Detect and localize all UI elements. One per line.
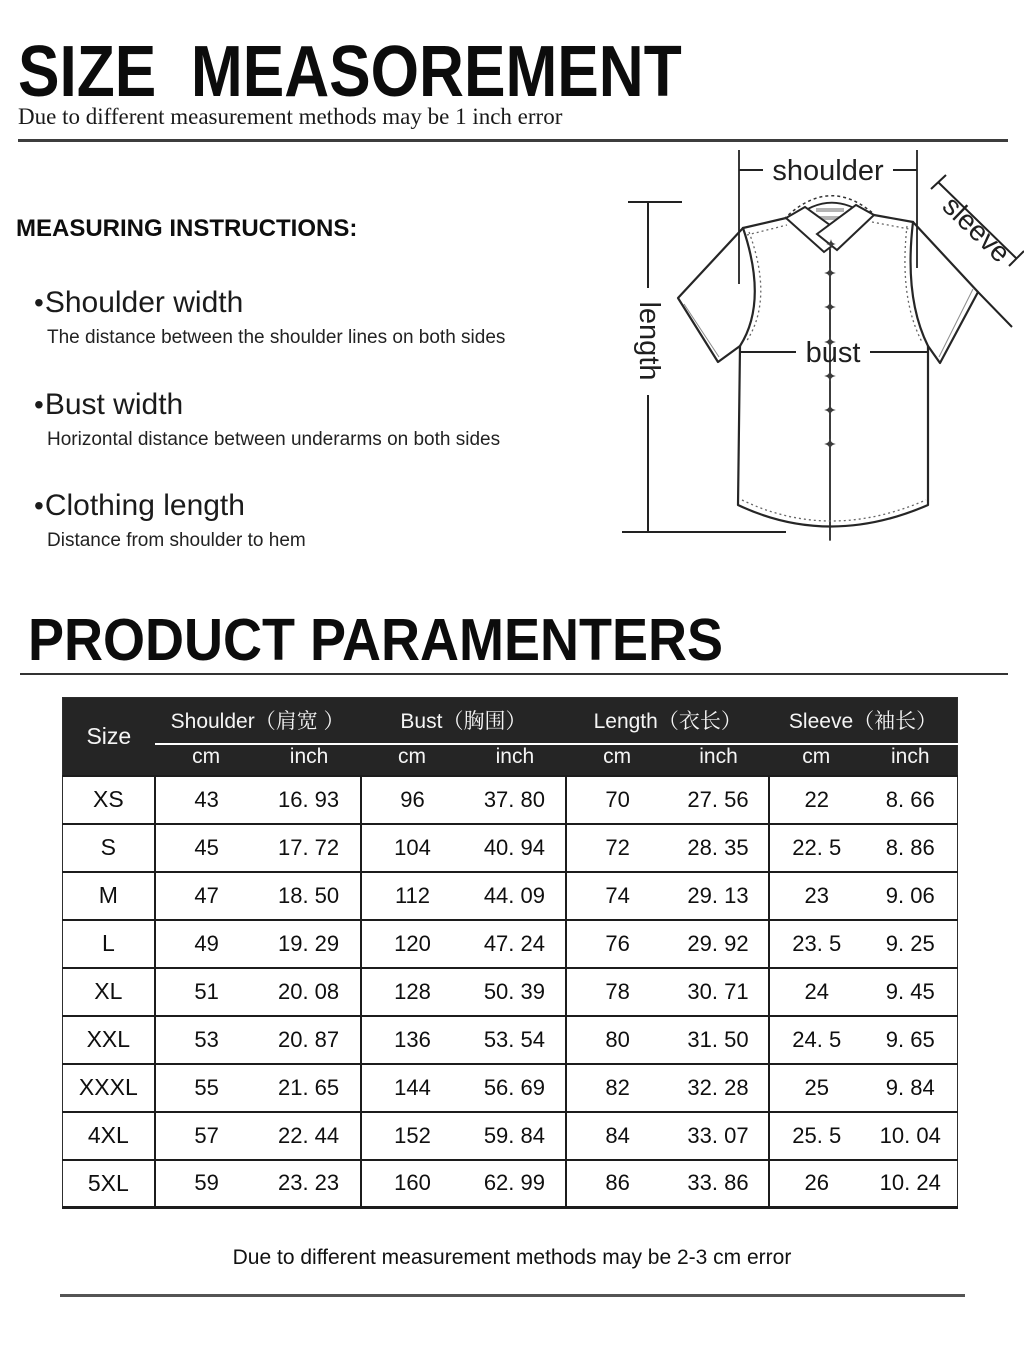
size-label: M: [63, 872, 155, 920]
size-label: 5XL: [63, 1160, 155, 1208]
cell-value: 56. 69: [463, 1064, 566, 1112]
shirt-measurement-diagram: [600, 140, 1024, 585]
bullet-icon: •: [34, 287, 44, 318]
cell-value: 104: [361, 824, 464, 872]
table-row: [63, 968, 958, 1016]
cell-value: 144: [361, 1064, 464, 1112]
table-row: [63, 872, 958, 920]
table-unit-header-row: [63, 744, 958, 776]
divider-line-middle: [20, 673, 1008, 675]
instruction-term: [34, 388, 594, 422]
unit-header-inch: inch: [668, 744, 769, 776]
cell-value: 40. 94: [463, 824, 566, 872]
shoulder-label: shoulder: [772, 155, 884, 187]
cell-value: 21. 65: [258, 1064, 361, 1112]
cell-value: 27. 56: [668, 776, 769, 824]
cell-value: 18. 50: [258, 872, 361, 920]
sleeve-label: sleeve: [936, 189, 1017, 269]
page-title: SIZE MEASOREMENT: [18, 31, 682, 112]
instruction-term: [34, 286, 594, 320]
table-row: [63, 1112, 958, 1160]
table-row: [63, 824, 958, 872]
cell-value: 25: [769, 1064, 863, 1112]
unit-header-inch: inch: [463, 744, 566, 776]
cell-value: 70: [566, 776, 668, 824]
cell-value: 8. 86: [863, 824, 957, 872]
shirt-seam-stitches: [684, 222, 973, 521]
size-table-header: [63, 698, 958, 776]
unit-header-cm: cm: [361, 744, 464, 776]
cell-value: 62. 99: [463, 1160, 566, 1208]
cell-value: 29. 92: [668, 920, 769, 968]
cell-value: 59: [155, 1160, 258, 1208]
cell-value: 20. 08: [258, 968, 361, 1016]
size-label: 4XL: [63, 1112, 155, 1160]
cell-value: 24. 5: [769, 1016, 863, 1064]
instruction-term-label: Bust width: [44, 388, 184, 421]
cell-value: 9. 84: [863, 1064, 957, 1112]
cell-value: 49: [155, 920, 258, 968]
cell-value: 26: [769, 1160, 863, 1208]
cell-value: 57: [155, 1112, 258, 1160]
cell-value: 23. 5: [769, 920, 863, 968]
cell-value: 31. 50: [668, 1016, 769, 1064]
instruction-description: The distance between the shoulder lines on both sides: [47, 327, 506, 348]
instruction-item-length: [34, 489, 594, 552]
cell-value: 43: [155, 776, 258, 824]
cell-value: 47. 24: [463, 920, 566, 968]
unit-header-cm: cm: [155, 744, 258, 776]
size-label: L: [63, 920, 155, 968]
shoulder-column-header: Shoulder（肩宽 ）: [155, 698, 361, 744]
cell-value: 9. 06: [863, 872, 957, 920]
unit-header-inch: inch: [863, 744, 957, 776]
instruction-item-bust: [34, 388, 594, 451]
cell-value: 44. 09: [463, 872, 566, 920]
cell-value: 16. 93: [258, 776, 361, 824]
cell-value: 24: [769, 968, 863, 1016]
unit-header-inch: inch: [258, 744, 361, 776]
bullet-icon: •: [34, 490, 44, 521]
instruction-item-shoulder: [34, 286, 594, 349]
cell-value: 76: [566, 920, 668, 968]
table-row: [63, 1160, 958, 1208]
unit-header-cm: cm: [769, 744, 863, 776]
instruction-term-label: Clothing length: [44, 489, 245, 522]
size-label: S: [63, 824, 155, 872]
instruction-term: [34, 489, 594, 523]
cell-value: 55: [155, 1064, 258, 1112]
cell-value: 9. 25: [863, 920, 957, 968]
shirt-outline-icon: [678, 203, 978, 540]
size-column-header: Size: [63, 698, 155, 776]
cell-value: 136: [361, 1016, 464, 1064]
cell-value: 10. 04: [863, 1112, 957, 1160]
cell-value: 20. 87: [258, 1016, 361, 1064]
cell-value: 53: [155, 1016, 258, 1064]
length-label: length: [633, 301, 665, 381]
cell-value: 30. 71: [668, 968, 769, 1016]
cell-value: 50. 39: [463, 968, 566, 1016]
instruction-description: Distance from shoulder to hem: [47, 530, 306, 551]
cell-value: 112: [361, 872, 464, 920]
cell-value: 33. 86: [668, 1160, 769, 1208]
cell-value: 25. 5: [769, 1112, 863, 1160]
cell-value: 45: [155, 824, 258, 872]
cell-value: 128: [361, 968, 464, 1016]
size-label: XS: [63, 776, 155, 824]
cell-value: 78: [566, 968, 668, 1016]
cell-value: 80: [566, 1016, 668, 1064]
cell-value: 17. 72: [258, 824, 361, 872]
cell-value: 120: [361, 920, 464, 968]
cell-value: 53. 54: [463, 1016, 566, 1064]
cell-value: 96: [361, 776, 464, 824]
size-table: [62, 697, 958, 1209]
unit-header-cm: cm: [566, 744, 668, 776]
instructions-heading: MEASURING INSTRUCTIONS:: [16, 215, 358, 242]
cell-value: 74: [566, 872, 668, 920]
cell-value: 29. 13: [668, 872, 769, 920]
instruction-description: Horizontal distance between underarms on both sides: [47, 429, 501, 450]
table-group-header-row: [63, 698, 958, 744]
cell-value: 28. 35: [668, 824, 769, 872]
sleeve-column-header: Sleeve（袖长）: [769, 698, 957, 744]
bust-column-header: Bust（胸围）: [361, 698, 567, 744]
length-column-header: Length（衣长）: [566, 698, 769, 744]
cell-value: 22. 5: [769, 824, 863, 872]
divider-line-bottom: [60, 1294, 965, 1297]
cell-value: 9. 65: [863, 1016, 957, 1064]
cell-value: 59. 84: [463, 1112, 566, 1160]
section-title: PRODUCT PARAMENTERS: [28, 607, 724, 674]
table-row: [63, 776, 958, 824]
size-label: XXL: [63, 1016, 155, 1064]
cell-value: 8. 66: [863, 776, 957, 824]
cell-value: 9. 45: [863, 968, 957, 1016]
cell-value: 82: [566, 1064, 668, 1112]
cell-value: 86: [566, 1160, 668, 1208]
cell-value: 32. 28: [668, 1064, 769, 1112]
cell-value: 19. 29: [258, 920, 361, 968]
table-footnote: Due to different measurement methods may be 2-3 cm error: [232, 1246, 792, 1269]
instruction-term-label: Shoulder width: [44, 286, 244, 319]
cell-value: 23. 23: [258, 1160, 361, 1208]
cell-value: 33. 07: [668, 1112, 769, 1160]
cell-value: 84: [566, 1112, 668, 1160]
cell-value: 51: [155, 968, 258, 1016]
cell-value: 152: [361, 1112, 464, 1160]
table-row: [63, 1016, 958, 1064]
cell-value: 160: [361, 1160, 464, 1208]
size-table-body: [63, 776, 958, 1208]
bullet-icon: •: [34, 389, 44, 420]
cell-value: 10. 24: [863, 1160, 957, 1208]
size-label: XXXL: [63, 1064, 155, 1112]
size-label: XL: [63, 968, 155, 1016]
cell-value: 37. 80: [463, 776, 566, 824]
table-row: [63, 920, 958, 968]
bust-label: bust: [805, 337, 861, 369]
table-row: [63, 1064, 958, 1112]
cell-value: 23: [769, 872, 863, 920]
cell-value: 22: [769, 776, 863, 824]
cell-value: 22. 44: [258, 1112, 361, 1160]
cell-value: 47: [155, 872, 258, 920]
page-subtitle: Due to different measurement methods may be 1 inch error: [18, 104, 563, 129]
cell-value: 72: [566, 824, 668, 872]
